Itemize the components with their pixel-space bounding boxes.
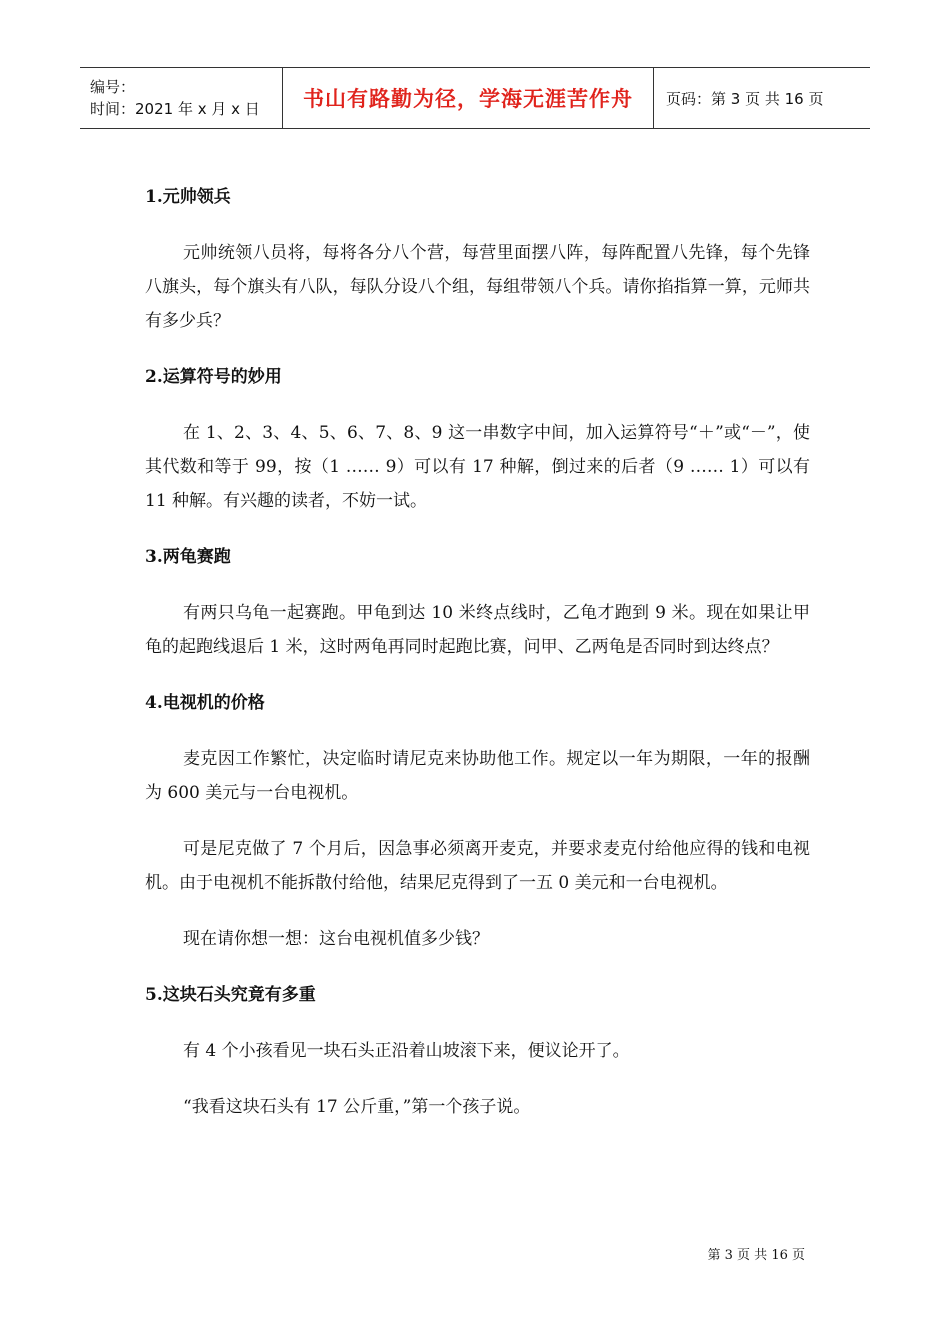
section-title: 3.两龟赛跑 xyxy=(145,547,231,567)
date-label: 时间：2021 年 x 月 x 日 xyxy=(90,100,260,118)
section-title: 2.运算符号的妙用 xyxy=(145,367,282,387)
paragraph: 麦克因工作繁忙，决定临时请尼克来协助他工作。规定以一年为期限，一年的报酬为 600 美元与一台电视机。 xyxy=(145,749,810,803)
motto: 书山有路勤为径，学海无涯苦作舟 xyxy=(303,87,633,111)
header-motto-cell xyxy=(282,68,654,128)
page-footer: 第 3 页 共 16 页 xyxy=(707,1248,805,1263)
header-page-label: 页码：第 3 页 共 16 页 xyxy=(666,89,824,108)
section-title: 1.元帅领兵 xyxy=(145,187,231,207)
number-label: 编号： xyxy=(90,78,136,96)
paragraph: 元帅统领八员将，每将各分八个营，每营里面摆八阵，每阵配置八先锋，每个先锋八旗头，每个旗头有八队，每队分设八个组，每组带领八个兵。请你掐指算一算，元师共有多少兵？ xyxy=(145,243,810,331)
header-page-cell xyxy=(654,68,870,128)
paragraph: 有 4 个小孩看见一块石头正沿着山坡滚下来，便议论开了。 xyxy=(183,1041,630,1061)
section-title: 4.电视机的价格 xyxy=(145,693,265,713)
header-info xyxy=(80,68,282,128)
paragraph: 在 1、2、3、4、5、6、7、8、9 这一串数字中间，加入运算符号“＋”或“－”，使其代数和等于 99，按（1 …… 9）可以有 17 种解，倒过来的后者（9 …… 1）可以有 11 种解。有兴趣的读者，不妨一试。 xyxy=(145,423,810,511)
paragraph: “我看这块石头有 17 公斤重，”第一个孩子说。 xyxy=(183,1097,531,1117)
paragraph: 现在请你想一想：这台电视机值多少钱？ xyxy=(183,929,489,949)
section-title: 5.这块石头究竟有多重 xyxy=(145,985,316,1005)
paragraph: 有两只乌龟一起赛跑。甲龟到达 10 米终点线时，乙龟才跑到 9 米。现在如果让甲龟的起跑线退后 1 米，这时两龟再同时起跑比赛，问甲、乙两龟是否同时到达终点？ xyxy=(145,603,810,657)
document-body xyxy=(145,180,810,1124)
page-header xyxy=(80,67,870,129)
paragraph: 可是尼克做了 7 个月后，因急事必须离开麦克，并要求麦克付给他应得的钱和电视机。由于电视机不能拆散付给他，结果尼克得到了一五 0 美元和一台电视机。 xyxy=(145,839,810,893)
